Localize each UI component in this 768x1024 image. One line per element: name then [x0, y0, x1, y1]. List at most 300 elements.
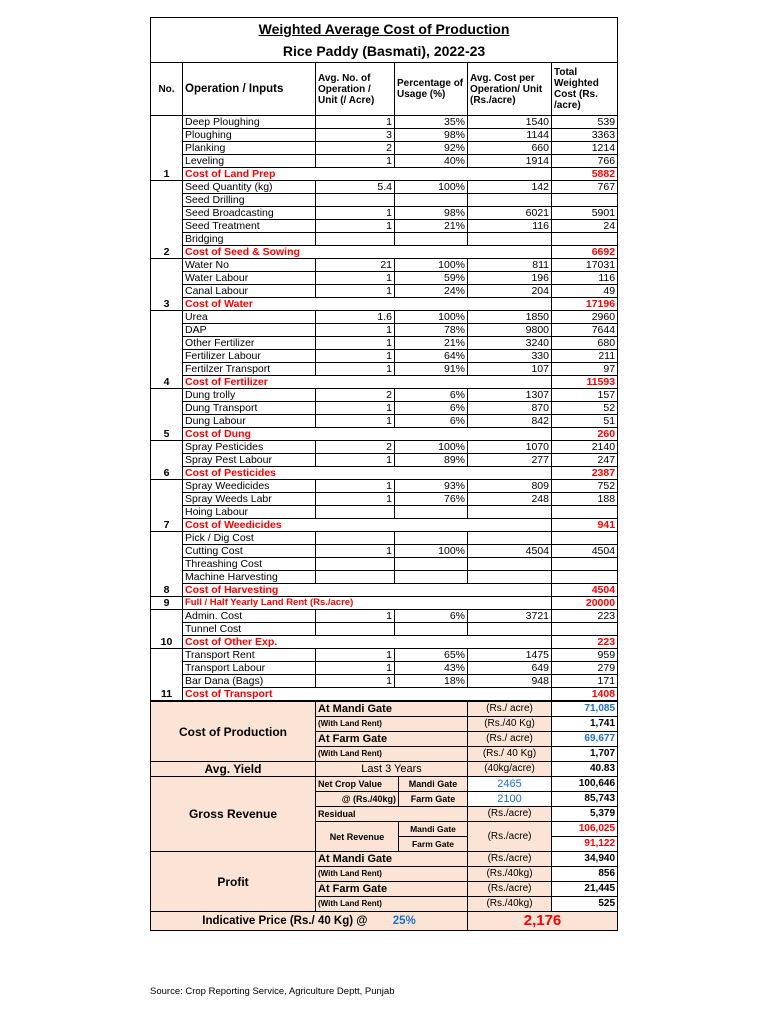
group-total-value: 941	[552, 519, 618, 532]
percentage-cell	[395, 506, 468, 519]
total-cost-cell: 279	[552, 662, 618, 675]
percentage-cell: 98%	[395, 207, 468, 220]
percentage-cell	[395, 233, 468, 246]
avg-no-cell: 1	[316, 454, 395, 467]
operation-cell: Spray Weedicides	[183, 480, 316, 493]
table-row	[151, 259, 618, 272]
avg-cost-cell: 3240	[468, 337, 552, 350]
row-number-cell	[151, 623, 183, 636]
total-cost-cell: 766	[552, 155, 618, 168]
avg-no-cell: 1	[316, 363, 395, 376]
avg-cost-cell: 948	[468, 675, 552, 688]
avg-cost-cell: 142	[468, 181, 552, 194]
operation-cell: Water Labour	[183, 272, 316, 285]
total-cost-cell: 4504	[552, 545, 618, 558]
total-cost-cell	[552, 571, 618, 584]
net-crop-value-label: Net Crop Value	[316, 777, 399, 792]
avg-cost-cell: 809	[468, 480, 552, 493]
row-number-cell	[151, 337, 183, 350]
avg-no-cell: 1	[316, 350, 395, 363]
group-number: 9	[151, 597, 183, 610]
group-total-row	[151, 519, 618, 532]
avg-cost-cell: 6021	[468, 207, 552, 220]
group-total-row	[151, 636, 618, 649]
cop-farm-40kg-value: 1,707	[552, 747, 618, 762]
group-number: 6	[151, 467, 183, 480]
percentage-cell: 89%	[395, 454, 468, 467]
operation-cell: Dung Transport	[183, 402, 316, 415]
group-total-value: 4504	[552, 584, 618, 597]
group-total-row	[151, 168, 618, 181]
group-total-value: 17196	[552, 298, 618, 311]
group-total-label: Cost of Transport	[183, 688, 552, 701]
group-number: 1	[151, 168, 183, 181]
operation-cell: Deep Ploughing	[183, 116, 316, 129]
total-cost-cell: 752	[552, 480, 618, 493]
group-total-value: 260	[552, 428, 618, 441]
avg-no-cell: 1	[316, 402, 395, 415]
group-total-label: Cost of Harvesting	[183, 584, 552, 597]
avg-cost-cell	[468, 623, 552, 636]
profit-unit-acre: (Rs./acre)	[468, 882, 552, 897]
total-cost-cell: 539	[552, 116, 618, 129]
operation-cell: Dung Labour	[183, 415, 316, 428]
row-number-cell	[151, 116, 183, 129]
group-total-row	[151, 688, 618, 701]
avg-cost-cell: 4504	[468, 545, 552, 558]
table-row	[151, 324, 618, 337]
percentage-cell: 100%	[395, 259, 468, 272]
operation-cell: Water No	[183, 259, 316, 272]
table-row	[151, 415, 618, 428]
row-number-cell	[151, 129, 183, 142]
row-number-cell	[151, 662, 183, 675]
avg-no-cell: 1	[316, 493, 395, 506]
profit-at-farm-gate: At Farm Gate	[316, 882, 468, 897]
group-number: 11	[151, 688, 183, 701]
avg-cost-cell	[468, 571, 552, 584]
operation-cell: Pick / Dig Cost	[183, 532, 316, 545]
percentage-cell: 100%	[395, 181, 468, 194]
operation-cell: Seed Drilling	[183, 194, 316, 207]
residual-label: Residual	[316, 807, 468, 822]
group-number: 3	[151, 298, 183, 311]
operation-cell: Leveling	[183, 155, 316, 168]
table-row	[151, 558, 618, 571]
avg-no-cell: 1	[316, 545, 395, 558]
total-cost-cell: 2140	[552, 441, 618, 454]
row-number-cell	[151, 155, 183, 168]
total-cost-cell: 17031	[552, 259, 618, 272]
operation-cell: Fertilizer Labour	[183, 350, 316, 363]
group-number: 2	[151, 246, 183, 259]
title-line-1: Weighted Average Cost of Production	[151, 18, 618, 41]
group-number: 10	[151, 636, 183, 649]
percentage-cell: 35%	[395, 116, 468, 129]
avg-cost-cell: 9800	[468, 324, 552, 337]
row-number-cell	[151, 285, 183, 298]
avg-cost-cell: 1850	[468, 311, 552, 324]
percentage-cell	[395, 623, 468, 636]
operation-cell: Hoing Labour	[183, 506, 316, 519]
avg-no-cell: 3	[316, 129, 395, 142]
farm-price: 2100	[468, 792, 552, 807]
cost-of-production-label: Cost of Production	[151, 702, 316, 762]
summary-table	[150, 701, 618, 931]
percentage-cell	[395, 194, 468, 207]
operation-cell: Other Fertilizer	[183, 337, 316, 350]
avg-no-cell	[316, 623, 395, 636]
avg-no-cell	[316, 532, 395, 545]
operation-cell: Admin. Cost	[183, 610, 316, 623]
group-total-row	[151, 376, 618, 389]
row-number-cell	[151, 493, 183, 506]
table-row	[151, 623, 618, 636]
total-cost-cell	[552, 623, 618, 636]
group-total-value: 6692	[552, 246, 618, 259]
with-land-rent-label: (With Land Rent)	[316, 747, 468, 762]
percentage-cell: 92%	[395, 142, 468, 155]
group-total-value: 5882	[552, 168, 618, 181]
table-row	[151, 194, 618, 207]
operation-cell: Threashing Cost	[183, 558, 316, 571]
row-number-cell	[151, 233, 183, 246]
total-cost-cell: 3363	[552, 129, 618, 142]
operation-cell: Spray Weeds Labr	[183, 493, 316, 506]
avg-no-cell: 1	[316, 415, 395, 428]
row-number-cell	[151, 545, 183, 558]
percentage-cell: 100%	[395, 545, 468, 558]
total-cost-cell: 116	[552, 272, 618, 285]
percentage-cell: 59%	[395, 272, 468, 285]
table-row	[151, 506, 618, 519]
source-note: Source: Crop Reporting Service, Agriculture Deptt, Punjab	[150, 986, 395, 997]
operation-cell: Urea	[183, 311, 316, 324]
total-cost-cell: 51	[552, 415, 618, 428]
row-number-cell	[151, 441, 183, 454]
total-cost-cell	[552, 532, 618, 545]
percentage-cell: 65%	[395, 649, 468, 662]
table-row	[151, 350, 618, 363]
table-row	[151, 649, 618, 662]
indicative-price-value: 2,176	[468, 912, 618, 931]
table-row	[151, 272, 618, 285]
row-number-cell	[151, 311, 183, 324]
avg-no-cell: 2	[316, 441, 395, 454]
avg-yield-label: Avg. Yield	[151, 762, 316, 777]
avg-no-cell: 1	[316, 662, 395, 675]
avg-cost-cell	[468, 194, 552, 207]
with-land-rent-label: (With Land Rent)	[316, 867, 468, 882]
row-number-cell	[151, 363, 183, 376]
avg-cost-cell: 811	[468, 259, 552, 272]
header-avg-no: Avg. No. of Operation / Unit (/ Acre)	[316, 63, 395, 116]
percentage-cell	[395, 558, 468, 571]
header-no: No.	[151, 63, 183, 116]
group-total-label: Cost of Other Exp.	[183, 636, 552, 649]
percentage-cell: 6%	[395, 415, 468, 428]
table-row	[151, 363, 618, 376]
total-cost-cell: 188	[552, 493, 618, 506]
avg-no-cell	[316, 194, 395, 207]
net-farm-gate-label: Farm Gate	[411, 839, 455, 849]
operation-cell: Cutting Cost	[183, 545, 316, 558]
net-revenue-label: Net Revenue	[316, 822, 399, 852]
operation-cell: Bar Dana (Bags)	[183, 675, 316, 688]
cop-mandi-40kg-value: 1,741	[552, 717, 618, 732]
gross-revenue-farm: 85,743	[552, 792, 618, 807]
profit-mandi-40kg: 856	[552, 867, 618, 882]
total-cost-cell: 7644	[552, 324, 618, 337]
table-row	[151, 454, 618, 467]
group-total-row	[151, 428, 618, 441]
row-number-cell	[151, 389, 183, 402]
unit-rs-acre: (Rs./ acre)	[468, 732, 552, 747]
avg-cost-cell	[468, 506, 552, 519]
gross-revenue-label: Gross Revenue	[151, 777, 316, 852]
avg-no-cell	[316, 571, 395, 584]
total-cost-cell: 767	[552, 181, 618, 194]
yield-period: Last 3 Years	[316, 762, 468, 777]
net-mandi-gate-label: Mandi Gate	[399, 822, 467, 837]
table-row	[151, 220, 618, 233]
row-number-cell	[151, 649, 183, 662]
total-cost-cell: 171	[552, 675, 618, 688]
row-number-cell	[151, 220, 183, 233]
avg-cost-cell: 204	[468, 285, 552, 298]
avg-no-cell: 1	[316, 207, 395, 220]
avg-cost-cell: 842	[468, 415, 552, 428]
operation-cell: DAP	[183, 324, 316, 337]
percentage-cell: 100%	[395, 441, 468, 454]
avg-cost-cell	[468, 558, 552, 571]
total-cost-cell	[552, 233, 618, 246]
avg-cost-cell: 107	[468, 363, 552, 376]
avg-cost-cell	[468, 233, 552, 246]
group-total-label: Cost of Fertilizer	[183, 376, 552, 389]
total-cost-cell: 223	[552, 610, 618, 623]
group-total-row	[151, 467, 618, 480]
profit-unit-40kg: (Rs./40kg)	[468, 867, 552, 882]
avg-no-cell: 1	[316, 610, 395, 623]
avg-no-cell: 1	[316, 480, 395, 493]
group-total-label: Cost of Seed & Sowing	[183, 246, 552, 259]
table-row	[151, 532, 618, 545]
table-row	[151, 493, 618, 506]
avg-no-cell: 1	[316, 220, 395, 233]
farm-gate-label: Farm Gate	[399, 792, 468, 807]
header-percentage: Percentage of Usage (%)	[395, 63, 468, 116]
avg-cost-cell: 1475	[468, 649, 552, 662]
table-row	[151, 389, 618, 402]
profit-farm-acre: 21,445	[552, 882, 618, 897]
cop-at-mandi-gate: At Mandi Gate	[316, 702, 468, 717]
operation-cell: Spray Pesticides	[183, 441, 316, 454]
avg-no-cell	[316, 506, 395, 519]
avg-cost-cell: 1307	[468, 389, 552, 402]
table-row	[151, 116, 618, 129]
table-row	[151, 675, 618, 688]
table-row	[151, 155, 618, 168]
profit-at-mandi-gate: At Mandi Gate	[316, 852, 468, 867]
total-cost-cell: 2960	[552, 311, 618, 324]
percentage-cell: 91%	[395, 363, 468, 376]
table-row	[151, 285, 618, 298]
with-land-rent-label: (With Land Rent)	[316, 897, 468, 912]
table-row	[151, 571, 618, 584]
operation-cell: Seed Treatment	[183, 220, 316, 233]
operation-cell: Spray Pest Labour	[183, 454, 316, 467]
yield-unit: (40kg/acre)	[468, 762, 552, 777]
row-number-cell	[151, 558, 183, 571]
total-cost-cell: 211	[552, 350, 618, 363]
table-row	[151, 311, 618, 324]
title-line-2: Rice Paddy (Basmati), 2022-23	[151, 40, 618, 63]
percentage-cell	[395, 571, 468, 584]
percentage-cell: 6%	[395, 389, 468, 402]
percentage-cell: 21%	[395, 337, 468, 350]
row-number-cell	[151, 415, 183, 428]
row-number-cell	[151, 142, 183, 155]
operation-cell: Transport Labour	[183, 662, 316, 675]
avg-cost-cell: 3721	[468, 610, 552, 623]
row-number-cell	[151, 350, 183, 363]
avg-cost-cell: 330	[468, 350, 552, 363]
avg-no-cell: 1	[316, 337, 395, 350]
row-number-cell	[151, 571, 183, 584]
avg-cost-cell: 870	[468, 402, 552, 415]
indicative-price-label	[151, 912, 468, 931]
indicative-price-text: Indicative Price (Rs./ 40 Kg) @	[202, 915, 368, 927]
percentage-cell: 21%	[395, 220, 468, 233]
table-row	[151, 610, 618, 623]
cost-table-sheet	[150, 17, 616, 931]
profit-farm-40kg: 525	[552, 897, 618, 912]
avg-no-cell: 5.4	[316, 181, 395, 194]
total-cost-cell: 1214	[552, 142, 618, 155]
mandi-price: 2465	[468, 777, 552, 792]
avg-no-cell: 2	[316, 142, 395, 155]
row-number-cell	[151, 272, 183, 285]
table-row	[151, 441, 618, 454]
row-number-cell	[151, 207, 183, 220]
percentage-cell: 40%	[395, 155, 468, 168]
avg-no-cell: 1	[316, 324, 395, 337]
table-row	[151, 181, 618, 194]
profit-unit-40kg: (Rs./40kg)	[468, 897, 552, 912]
group-number: 7	[151, 519, 183, 532]
row-number-cell	[151, 610, 183, 623]
indicative-pct: 25%	[392, 915, 416, 927]
header-operation: Operation / Inputs	[183, 63, 316, 116]
rate-per-40kg-label: @ (Rs./40kg)	[316, 792, 399, 807]
table-row	[151, 129, 618, 142]
avg-cost-cell: 116	[468, 220, 552, 233]
group-total-row	[151, 597, 618, 610]
with-land-rent-label: (With Land Rent)	[316, 717, 468, 732]
profit-label: Profit	[151, 852, 316, 912]
group-total-label: Cost of Water	[183, 298, 552, 311]
operation-cell: Canal Labour	[183, 285, 316, 298]
avg-no-cell	[316, 233, 395, 246]
operation-cell: Dung trolly	[183, 389, 316, 402]
group-total-label: Cost of Land Prep	[183, 168, 552, 181]
percentage-cell: 76%	[395, 493, 468, 506]
operation-cell: Fertilzer Transport	[183, 363, 316, 376]
avg-no-cell	[316, 558, 395, 571]
unit-rs-40kg: (Rs./40 Kg)	[468, 717, 552, 732]
avg-no-cell: 1	[316, 285, 395, 298]
avg-cost-cell: 649	[468, 662, 552, 675]
percentage-cell: 100%	[395, 311, 468, 324]
percentage-cell: 93%	[395, 480, 468, 493]
mandi-gate-label: Mandi Gate	[399, 777, 468, 792]
table-row	[151, 233, 618, 246]
net-revenue-unit: (Rs./acre)	[468, 822, 552, 852]
profit-unit-acre: (Rs./acre)	[468, 852, 552, 867]
avg-yield-value: 40.83	[552, 762, 618, 777]
total-cost-cell: 24	[552, 220, 618, 233]
row-number-cell	[151, 532, 183, 545]
residual-value: 5,379	[552, 807, 618, 822]
table-row	[151, 142, 618, 155]
percentage-cell: 6%	[395, 610, 468, 623]
unit-rs-acre: (Rs./ acre)	[468, 702, 552, 717]
avg-no-cell: 1	[316, 272, 395, 285]
total-cost-cell: 52	[552, 402, 618, 415]
cop-at-farm-gate: At Farm Gate	[316, 732, 468, 747]
total-cost-cell: 959	[552, 649, 618, 662]
group-number: 5	[151, 428, 183, 441]
row-number-cell	[151, 259, 183, 272]
net-revenue-farm: 91,122	[584, 838, 616, 849]
group-number: 8	[151, 584, 183, 597]
cop-farm-acre-value: 69,677	[552, 732, 618, 747]
header-avg-cost: Avg. Cost per Operation/ Unit (Rs./acre)	[468, 63, 552, 116]
avg-cost-cell: 1914	[468, 155, 552, 168]
avg-cost-cell	[468, 532, 552, 545]
avg-cost-cell: 1070	[468, 441, 552, 454]
group-total-value: 223	[552, 636, 618, 649]
total-cost-cell: 49	[552, 285, 618, 298]
percentage-cell: 43%	[395, 662, 468, 675]
total-cost-cell	[552, 194, 618, 207]
total-cost-cell: 5901	[552, 207, 618, 220]
avg-no-cell: 1	[316, 155, 395, 168]
group-total-value: 20000	[552, 597, 618, 610]
operation-cell: Ploughing	[183, 129, 316, 142]
row-number-cell	[151, 181, 183, 194]
row-number-cell	[151, 454, 183, 467]
total-cost-cell: 157	[552, 389, 618, 402]
operation-cell: Seed Broadcasting	[183, 207, 316, 220]
row-number-cell	[151, 194, 183, 207]
total-cost-cell	[552, 558, 618, 571]
percentage-cell: 24%	[395, 285, 468, 298]
avg-no-cell: 2	[316, 389, 395, 402]
operation-cell: Machine Harvesting	[183, 571, 316, 584]
avg-cost-cell: 1540	[468, 116, 552, 129]
operation-cell: Transport Rent	[183, 649, 316, 662]
avg-cost-cell: 196	[468, 272, 552, 285]
row-number-cell	[151, 402, 183, 415]
group-total-label: Cost of Weedicides	[183, 519, 552, 532]
row-number-cell	[151, 324, 183, 337]
percentage-cell: 64%	[395, 350, 468, 363]
group-total-label: Cost of Pesticides	[183, 467, 552, 480]
operation-cell: Planking	[183, 142, 316, 155]
cop-mandi-acre-value: 71,085	[552, 702, 618, 717]
